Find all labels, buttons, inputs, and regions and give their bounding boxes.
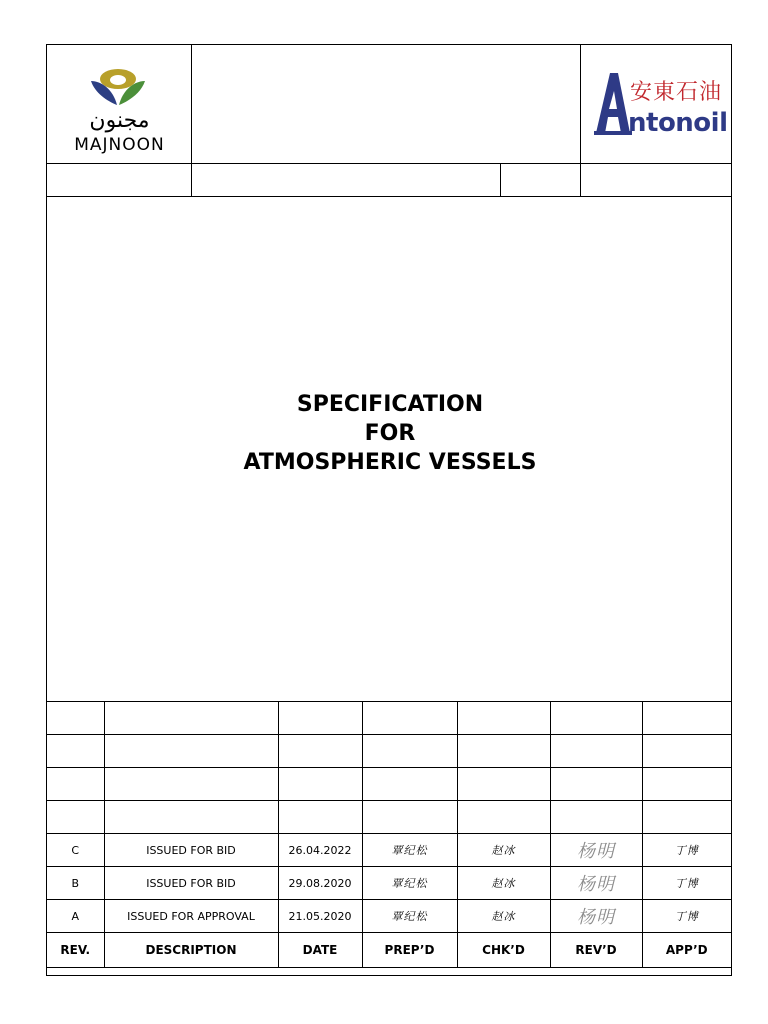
document-title	[47, 390, 733, 477]
header-divider	[191, 45, 192, 197]
majnoon-emblem-icon	[87, 67, 149, 107]
revd-signature: 杨明	[550, 867, 642, 900]
antonoil-chinese-text: 安東石油	[630, 80, 723, 105]
description-cell: ISSUED FOR APPROVAL	[104, 900, 278, 933]
date-cell: 29.08.2020	[278, 867, 362, 900]
column-header: REV’D	[550, 933, 642, 968]
document-sheet	[46, 44, 732, 976]
prepd-signature: 覃纪松	[362, 834, 457, 867]
appd-signature: 丁博	[642, 834, 731, 867]
table-row	[47, 867, 731, 900]
header-divider	[580, 45, 581, 197]
antonoil-english-text: ntonoil	[628, 108, 728, 138]
table-row	[47, 768, 731, 801]
prepd-signature: 覃纪松	[362, 867, 457, 900]
empty-cell	[457, 735, 550, 768]
empty-cell	[550, 735, 642, 768]
column-header: REV.	[47, 933, 104, 968]
empty-cell	[278, 801, 362, 834]
date-cell: 21.05.2020	[278, 900, 362, 933]
table-header-row	[47, 933, 731, 968]
empty-cell	[457, 702, 550, 735]
majnoon-logo	[47, 45, 192, 163]
table-row	[47, 702, 731, 735]
empty-cell	[47, 768, 104, 801]
empty-cell	[278, 735, 362, 768]
chkd-signature: 赵冰	[457, 900, 550, 933]
rev-cell: C	[47, 834, 104, 867]
table-row	[47, 900, 731, 933]
header-block	[47, 45, 731, 163]
empty-cell	[104, 768, 278, 801]
title-line: ATMOSPHERIC VESSELS	[243, 450, 537, 475]
header-divider	[47, 163, 731, 164]
table-row	[47, 801, 731, 834]
empty-cell	[278, 768, 362, 801]
column-header: DESCRIPTION	[104, 933, 278, 968]
header-divider	[47, 196, 731, 197]
chkd-signature: 赵冰	[457, 867, 550, 900]
antonoil-a-letter-icon	[594, 71, 632, 135]
description-cell: ISSUED FOR BID	[104, 834, 278, 867]
empty-cell	[550, 801, 642, 834]
appd-signature: 丁博	[642, 900, 731, 933]
rev-cell: A	[47, 900, 104, 933]
revd-signature: 杨明	[550, 900, 642, 933]
empty-cell	[642, 768, 731, 801]
empty-cell	[550, 702, 642, 735]
empty-cell	[642, 702, 731, 735]
description-cell: ISSUED FOR BID	[104, 867, 278, 900]
rev-cell: B	[47, 867, 104, 900]
table-row	[47, 735, 731, 768]
title-line: SPECIFICATION	[296, 392, 484, 417]
column-header: APP’D	[642, 933, 731, 968]
majnoon-latin-text: MAJNOON	[74, 135, 165, 155]
empty-cell	[362, 735, 457, 768]
title-line: FOR	[364, 421, 416, 446]
column-header: CHK’D	[457, 933, 550, 968]
empty-cell	[642, 801, 731, 834]
empty-cell	[104, 702, 278, 735]
antonoil-logo	[582, 45, 733, 163]
date-cell: 26.04.2022	[278, 834, 362, 867]
empty-cell	[278, 702, 362, 735]
prepd-signature: 覃纪松	[362, 900, 457, 933]
column-header: DATE	[278, 933, 362, 968]
empty-cell	[362, 768, 457, 801]
revd-signature: 杨明	[550, 834, 642, 867]
empty-cell	[642, 735, 731, 768]
appd-signature: 丁博	[642, 867, 731, 900]
empty-cell	[104, 735, 278, 768]
empty-cell	[550, 768, 642, 801]
empty-cell	[47, 702, 104, 735]
revision-table	[47, 701, 731, 968]
header-divider	[500, 163, 501, 197]
empty-cell	[457, 801, 550, 834]
empty-cell	[47, 801, 104, 834]
majnoon-arabic-text: مجنون	[89, 108, 150, 133]
empty-cell	[457, 768, 550, 801]
column-header: PREP’D	[362, 933, 457, 968]
empty-cell	[362, 801, 457, 834]
empty-cell	[104, 801, 278, 834]
chkd-signature: 赵冰	[457, 834, 550, 867]
empty-cell	[47, 735, 104, 768]
empty-cell	[362, 702, 457, 735]
table-row	[47, 834, 731, 867]
